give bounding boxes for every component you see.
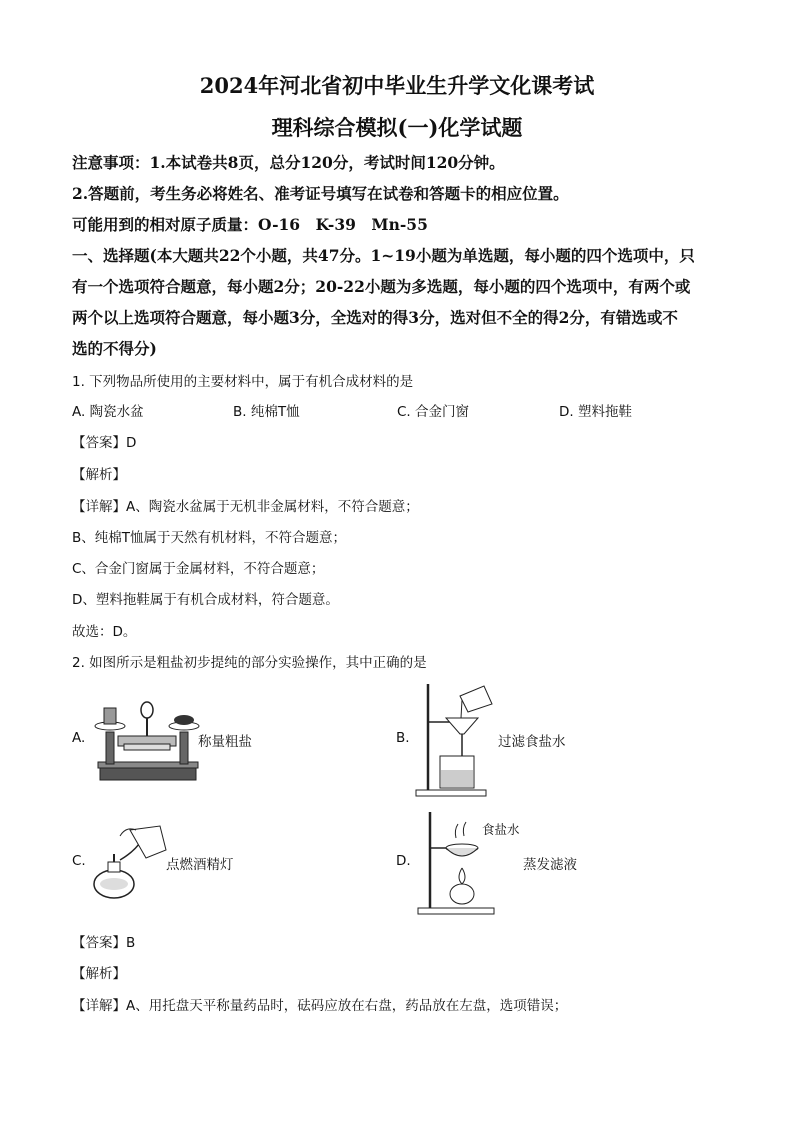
atomic-mass-line: 可能用到的相对原子质量：O-16 K-39 Mn-55 xyxy=(72,215,428,234)
exam-title: 2024年河北省初中毕业生升学文化课考试 xyxy=(199,73,595,98)
section-instruction-4: 选的不得分) xyxy=(72,339,157,358)
alcohol-lamp-figure xyxy=(90,822,170,902)
q1-conclusion: 故选：D。 xyxy=(72,624,137,640)
q1-detail-b: B、纯棉T恤属于天然有机材料，不符合题意； xyxy=(72,530,347,546)
section-instruction-2: 有一个选项符合题意，每小题2分；20-22小题为多选题，每小题的四个选项中，有两个或 xyxy=(72,277,691,296)
filtration-apparatus-figure xyxy=(412,680,502,798)
q1-option-a: A. 陶瓷水盆 xyxy=(72,404,144,420)
note-line-1: 注意事项：1.本试卷共8页，总分120分，考试时间120分钟。 xyxy=(72,153,505,172)
q1-detail-c: C、合金门窗属于金属材料，不符合题意； xyxy=(72,561,325,577)
q1-option-d: D. 塑料拖鞋 xyxy=(559,404,632,420)
q2-option-d-label: 蒸发滤液 xyxy=(523,857,577,873)
q2-answer: 【答案】B xyxy=(72,935,136,951)
q2-detail-a: 【详解】A、用托盘天平称量药品时，砝码应放在右盘，药品放在左盘，选项错误； xyxy=(72,998,568,1014)
q1-answer: 【答案】D xyxy=(72,435,137,451)
paper-subtitle: 理科综合模拟(一)化学试题 xyxy=(271,115,523,140)
note-line-2: 2.答题前，考生务必将姓名、准考证号填写在试卷和答题卡的相应位置。 xyxy=(72,184,569,203)
q2-option-b-label: 过滤食盐水 xyxy=(498,734,566,750)
q1-detail-d: D、塑料拖鞋属于有机合成材料，符合题意。 xyxy=(72,592,339,608)
q1-option-c: C. 合金门窗 xyxy=(397,404,470,420)
balance-scale-figure xyxy=(92,686,202,786)
q1-analysis-label: 【解析】 xyxy=(72,467,126,483)
q2-option-d-letter: D. xyxy=(396,853,411,869)
q2-option-b-letter: B. xyxy=(396,730,410,746)
section-instruction-3: 两个以上选项符合题意，每小题3分，全选对的得3分，选对但不全的得2分，有错选或不 xyxy=(72,308,678,327)
q1-option-b: B. 纯棉T恤 xyxy=(233,404,300,420)
q2-option-a-letter: A. xyxy=(72,730,86,746)
q1-detail-a: 【详解】A、陶瓷水盆属于无机非金属材料，不符合题意； xyxy=(72,499,419,515)
q2-option-c-letter: C. xyxy=(72,853,86,869)
q2-option-a-label: 称量粗盐 xyxy=(198,734,252,750)
q2-option-c-label: 点燃酒精灯 xyxy=(166,857,234,873)
q2-analysis-label: 【解析】 xyxy=(72,966,126,982)
section-instruction-1: 一、选择题(本大题共22个小题，共47分。1~19小题为单选题，每小题的四个选项中，只 xyxy=(72,246,695,265)
question-2-stem: 2. 如图所示是粗盐初步提纯的部分实验操作，其中正确的是 xyxy=(72,655,427,671)
q2-option-d-callout: 食盐水 xyxy=(482,822,520,837)
question-1-stem: 1. 下列物品所使用的主要材料中，属于有机合成材料的是 xyxy=(72,374,414,390)
